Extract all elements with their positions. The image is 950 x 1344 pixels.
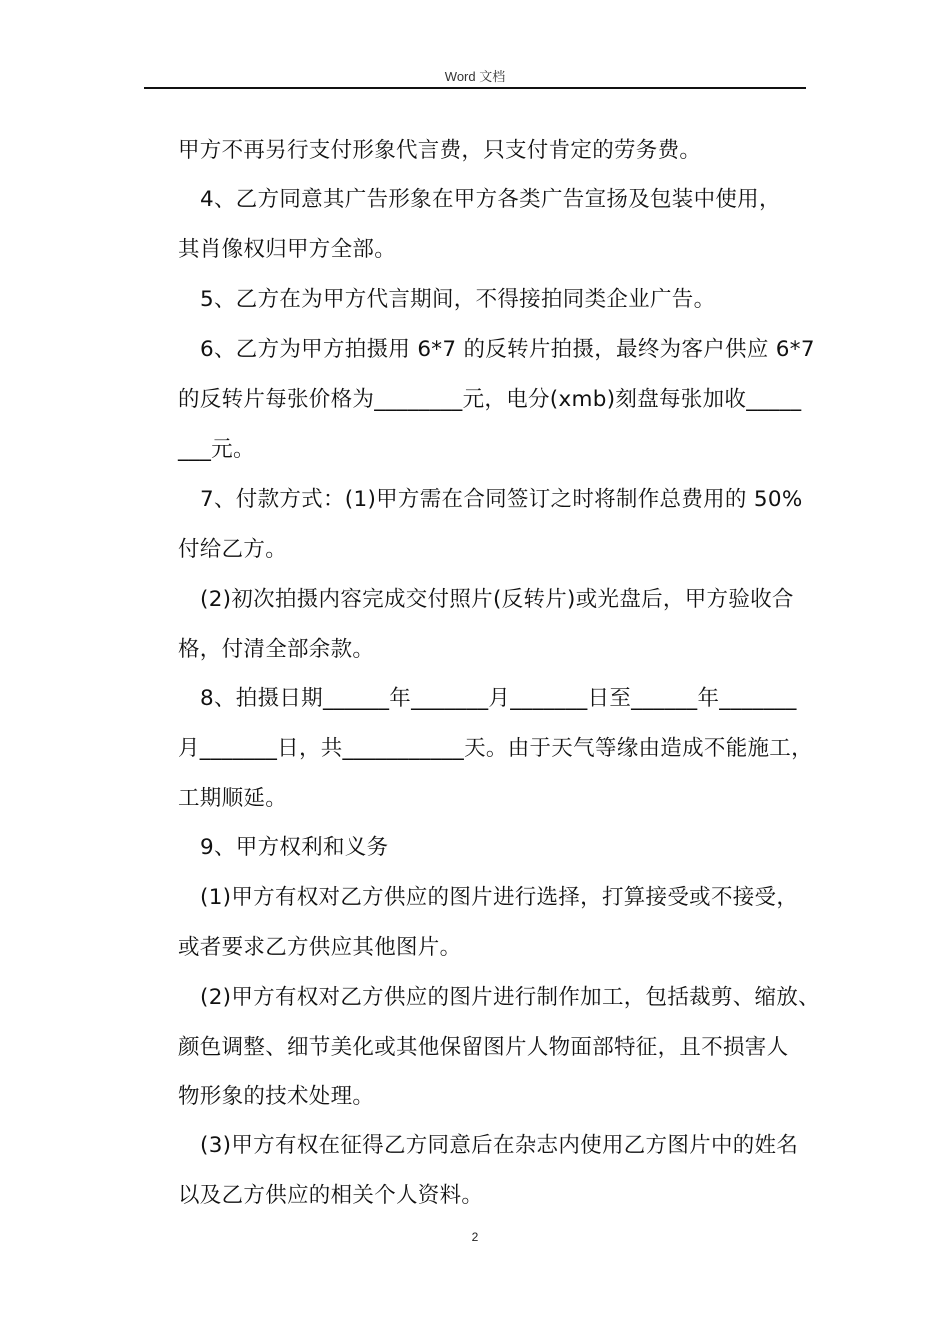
body-line: 7、付款方式：(1)甲方需在合同签订之时将制作总费用的 50% [200,487,803,512]
body-line: 5、乙方在为甲方代言期间，不得接拍同类企业广告。 [200,287,716,312]
body-line: 4、乙方同意其广告形象在甲方各类广告宣扬及包装中使用， [200,187,781,212]
body-line: 6、乙方为甲方拍摄用 6*7 的反转片拍摄，最终为客户供应 6*7 [200,337,815,362]
body-line: 甲方不再另行支付形象代言费，只支付肯定的劳务费。 [178,138,702,163]
body-line: 或者要求乙方供应其他图片。 [178,935,462,960]
body-line: (2)甲方有权对乙方供应的图片进行制作加工，包括裁剪、缩放、 [200,985,820,1010]
body-line: ___元。 [178,437,255,462]
body-line: 以及乙方供应的相关个人资料。 [178,1183,484,1208]
body-line: 其肖像权归甲方全部。 [178,237,397,262]
body-line: 颜色调整、细节美化或其他保留图片人物面部特征，且不损害人 [178,1035,789,1060]
body-line: 格，付清全部余款。 [178,637,375,662]
body-line: (1)甲方有权对乙方供应的图片进行选择，打算接受或不接受， [200,885,799,910]
body-line: 物形象的技术处理。 [178,1084,375,1109]
body-line: 9、甲方权利和义务 [200,835,389,860]
body-line: (3)甲方有权在征得乙方同意后在杂志内使用乙方图片中的姓名 [200,1133,799,1158]
body-line: 月_______日，共___________天。由于天气等缘由造成不能施工， [178,736,813,761]
body-line: 付给乙方。 [178,537,288,562]
header-title: Word 文档 [444,69,506,84]
body-line: 的反转片每张价格为________元，电分(xmb)刻盘每张加收_____ [178,387,802,412]
header-divider [144,87,806,89]
body-line: 8、拍摄日期______年_______月_______日至______年_______ [200,686,797,711]
page-number: 2 [471,1230,479,1244]
body-line: (2)初次拍摄内容完成交付照片(反转片)或光盘后，甲方验收合 [200,587,794,612]
body-line: 工期顺延。 [178,786,288,811]
